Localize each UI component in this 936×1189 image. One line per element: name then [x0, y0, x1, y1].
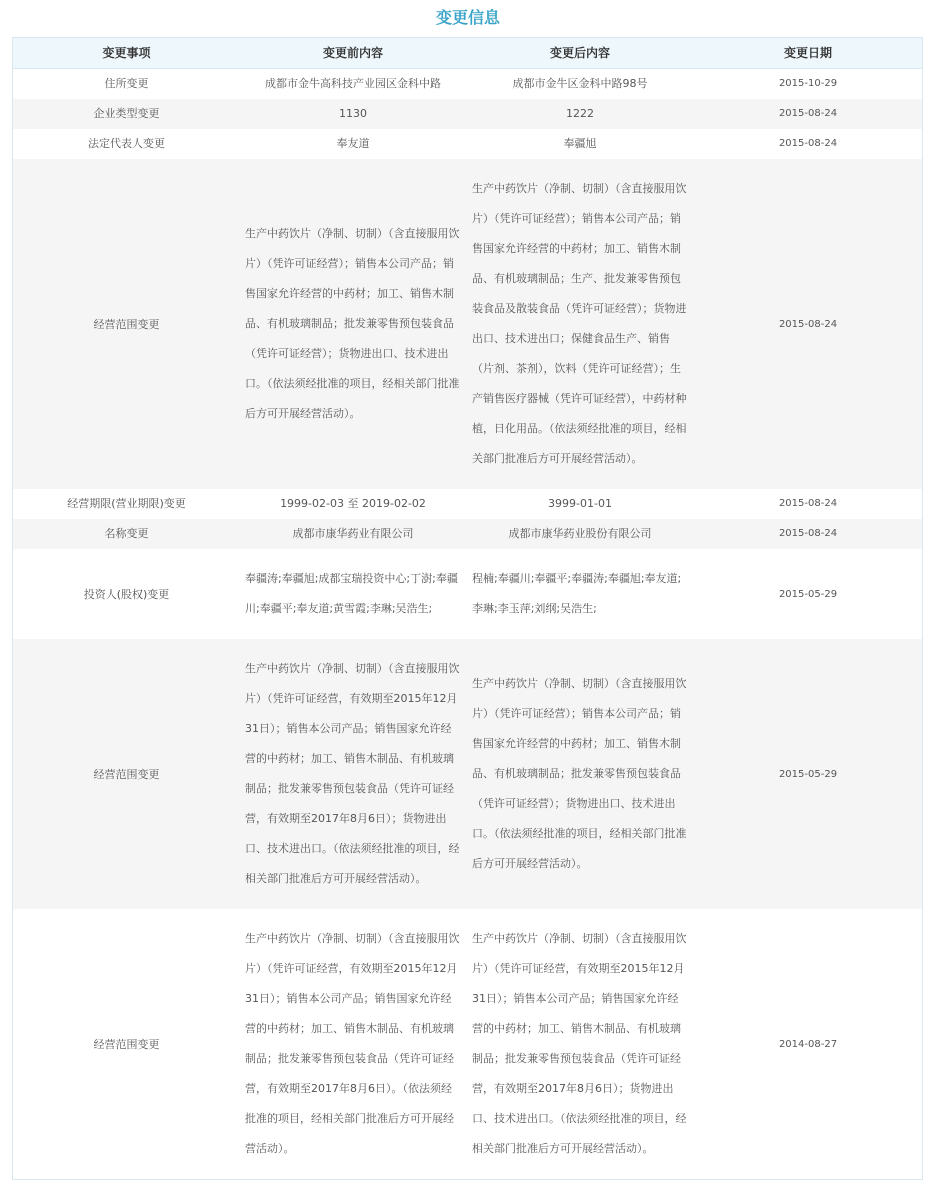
header-content-after: 变更后内容 [466, 38, 694, 69]
cell-content-before: 1130 [339, 107, 367, 120]
cell-content-before: 成都市金牛高科技产业园区金科中路 [265, 77, 441, 90]
cell-change-date: 2015-05-29 [778, 588, 838, 600]
cell-change-date: 2015-10-29 [778, 78, 838, 89]
cell-content-before: 1999-02-03 至 2019-02-02 [280, 497, 426, 510]
cell-change-item: 名称变更 [104, 527, 149, 540]
cell-content-after-text: 生产中药饮片（净制、切制）（含直接服用饮片）（凭许可证经营，有效期至2015年12月31日）；销售本公司产品；销售国家允许经营的中药材；加工、销售木制品、有机玻璃制品；批发兼零售预包装食品（凭许可证经营，有效期至2017年8月6日）；货物进出口、技术进出口。（依法须经批准的项目，经相关部门批准后方可开展经营活动）。 [472, 932, 687, 1155]
cell-content-after [466, 639, 694, 909]
header-change-item: 变更事项 [13, 38, 240, 69]
cell-content-before: 成都市康华药业有限公司 [292, 527, 414, 540]
cell-change-date: 2015-08-24 [778, 108, 838, 119]
cell-change-item: 经营期限(营业期限)变更 [67, 497, 186, 510]
header-content-before: 变更前内容 [240, 38, 466, 69]
cell-content-before: 奉友道 [336, 137, 370, 150]
cell-content-after: 1222 [566, 107, 594, 120]
cell-change-item: 经营范围变更 [93, 768, 160, 781]
cell-content-after-text: 生产中药饮片（净制、切制）（含直接服用饮片）（凭许可证经营）；销售本公司产品；销售国家允许经营的中药材；加工、销售木制品、有机玻璃制品；生产、批发兼零售预包装食品及散装食品（凭许可证经营）；货物进出口、技术进出口；保健食品生产、销售（片剂、茶剂），饮料（凭许可证经营）；生产销售医疗器械（凭许可证经营），中药材种植，日化用品。（依法须经批准的项目，经相关部门批准后方可开展经营活动）。 [472, 182, 687, 465]
cell-content-before [240, 549, 466, 639]
table-row [13, 489, 922, 519]
cell-content-before [240, 639, 466, 909]
header-change-date: 变更日期 [694, 38, 922, 69]
table-row [13, 909, 922, 1179]
cell-change-item: 投资人(股权)变更 [83, 588, 170, 601]
cell-change-date: 2015-08-24 [778, 498, 838, 509]
cell-content-after: 成都市康华药业股份有限公司 [508, 527, 652, 540]
cell-content-after-text: 程楠;奉疆川;奉疆平;奉疆涛;奉疆旭;奉友道;李琳;李玉萍;刘纲;吴浩生; [472, 572, 682, 615]
cell-change-date: 2015-08-24 [778, 138, 838, 149]
cell-content-before-text: 生产中药饮片（净制、切制）（含直接服用饮片）（凭许可证经营，有效期至2015年12月31日）；销售本公司产品；销售国家允许经营的中药材；加工、销售木制品、有机玻璃制品；批发兼零售预包装食品（凭许可证经营，有效期至2017年8月6日）。（依法须经批准的项目，经相关部门批准后方可开展经营活动）。 [245, 932, 460, 1155]
change-info-table [13, 38, 922, 1179]
cell-content-before [240, 909, 466, 1179]
table-row [13, 99, 922, 129]
cell-content-after [466, 909, 694, 1179]
table-row [13, 69, 922, 100]
cell-change-item: 经营范围变更 [93, 318, 160, 331]
table-row [13, 129, 922, 159]
cell-content-after [466, 549, 694, 639]
cell-content-before-text: 生产中药饮片（净制、切制）（含直接服用饮片）（凭许可证经营）；销售本公司产品；销售国家允许经营的中药材；加工、销售木制品、有机玻璃制品；批发兼零售预包装食品（凭许可证经营）；货物进出口、技术进出口。（依法须经批准的项目，经相关部门批准后方可开展经营活动）。 [245, 227, 460, 420]
table-row [13, 519, 922, 549]
change-info-table-container [12, 37, 923, 1180]
table-row [13, 549, 922, 639]
cell-change-item: 法定代表人变更 [88, 137, 165, 150]
cell-content-before-text: 生产中药饮片（净制、切制）（含直接服用饮片）（凭许可证经营，有效期至2015年12月31日）；销售本公司产品；销售国家允许经营的中药材；加工、销售木制品、有机玻璃制品；批发兼零售预包装食品（凭许可证经营，有效期至2017年8月6日）；货物进出口、技术进出口。（依法须经批准的项目，经相关部门批准后方可开展经营活动）。 [245, 662, 460, 885]
table-row [13, 639, 922, 909]
cell-change-date: 2014-08-27 [778, 1038, 838, 1050]
cell-content-after [466, 159, 694, 489]
cell-content-before-text: 奉疆涛;奉疆旭;成都宝瑞投资中心;丁澍;奉疆川;奉疆平;奉友道;黄雪霞;李琳;吴浩生; [245, 572, 458, 615]
cell-change-date: 2015-08-24 [778, 318, 838, 330]
cell-change-date: 2015-05-29 [778, 768, 838, 780]
cell-content-after: 3999-01-01 [548, 497, 612, 510]
cell-content-before [240, 159, 466, 489]
table-row [13, 159, 922, 489]
table-header-row [13, 38, 922, 69]
cell-content-after-text: 生产中药饮片（净制、切制）（含直接服用饮片）（凭许可证经营）；销售本公司产品；销售国家允许经营的中药材；加工、销售木制品、有机玻璃制品；批发兼零售预包装食品（凭许可证经营）；货物进出口、技术进出口。（依法须经批准的项目，经相关部门批准后方可开展经营活动）。 [472, 677, 687, 870]
page-title: 变更信息 [435, 8, 500, 27]
cell-content-after: 成都市金牛区金科中路98号 [512, 77, 648, 90]
cell-change-item: 住所变更 [104, 77, 149, 90]
cell-change-item: 经营范围变更 [93, 1038, 160, 1051]
cell-change-item: 企业类型变更 [93, 107, 160, 120]
cell-change-date: 2015-08-24 [778, 528, 838, 539]
cell-content-after: 奉疆旭 [563, 137, 597, 150]
